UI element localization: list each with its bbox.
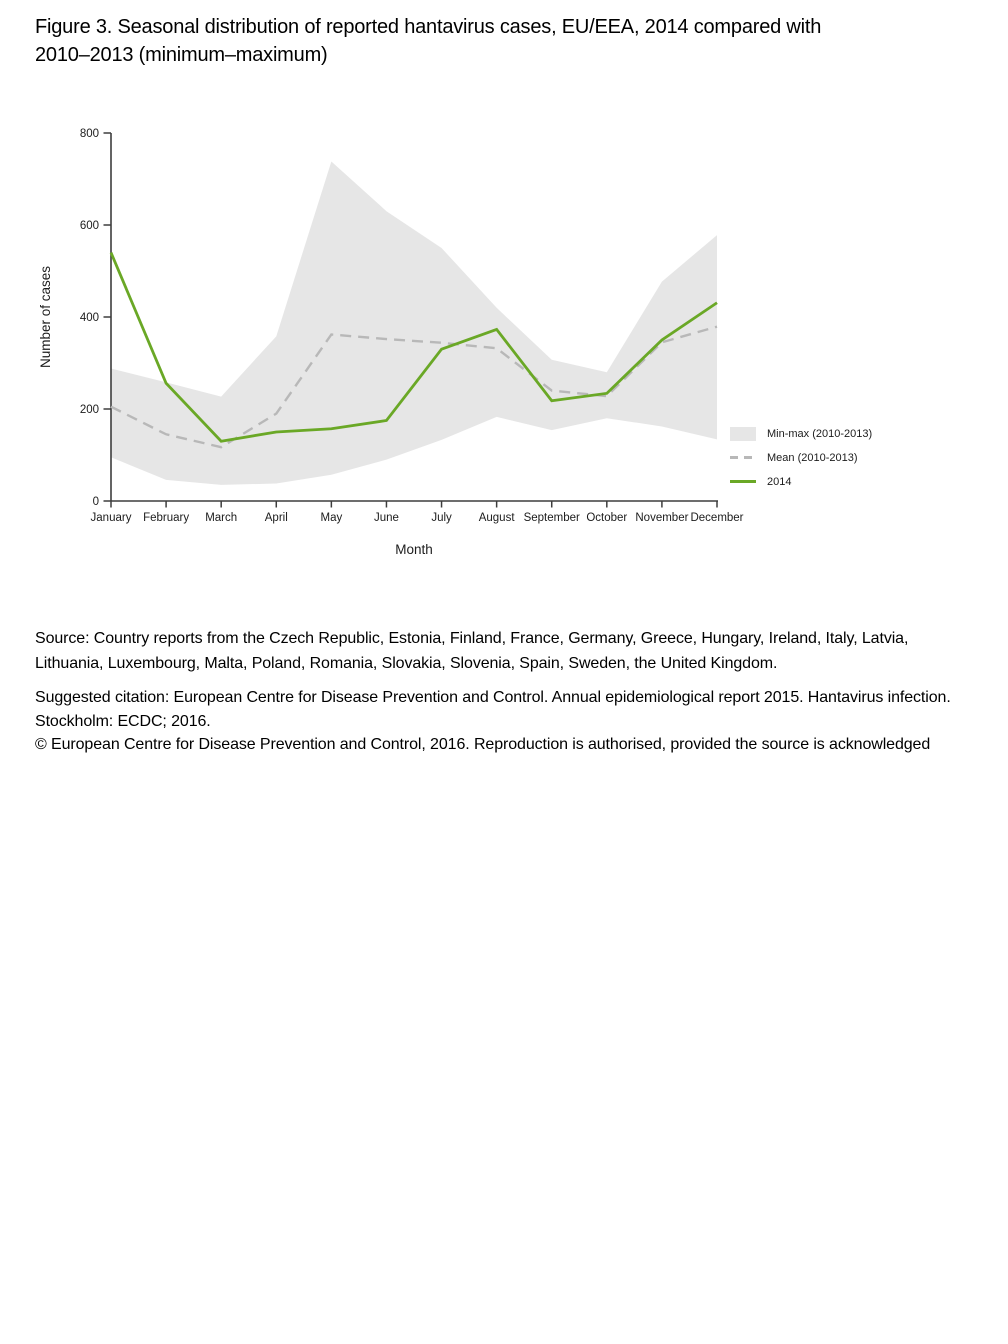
y-tick-label: 0: [92, 496, 99, 508]
citation-text: [35, 686, 995, 757]
y-tick-label: 400: [79, 312, 99, 324]
copyright-text-line: © European Centre for Disease Prevention and Control, 2016. Reproduction is authorised, provided the source is acknowledged: [35, 736, 931, 753]
minmax-band-swatch: [730, 427, 756, 441]
source-text-line-2: Lithuania, Luxembourg, Malta, Poland, Romania, Slovakia, Slovenia, Spain, Sweden, the United Kingdom.: [35, 654, 778, 672]
y-tick-label: 200: [79, 404, 99, 416]
figure-title-line-1: Figure 3. Seasonal distribution of reported hantavirus cases, EU/EEA, 2014 compared with: [35, 16, 822, 38]
citation-text-line-1: Suggested citation: European Centre for Disease Prevention and Control. Annual epidemiological report 2015. Hantavirus infection.: [35, 689, 951, 706]
x-tick-label: October: [586, 512, 628, 524]
mean-dashed-line-swatch: [730, 456, 756, 459]
x-tick-label: December: [690, 512, 744, 524]
x-tick-label: September: [523, 512, 580, 524]
year-2014-line-swatch: [730, 480, 756, 483]
y-axis-title: Number of cases: [38, 265, 53, 369]
x-tick-label: August: [478, 512, 515, 524]
x-tick-label: April: [264, 512, 288, 524]
source-text: [35, 627, 965, 676]
legend-label-mean: Mean (2010-2013): [767, 451, 858, 464]
x-tick-label: May: [320, 512, 343, 524]
y-tick-label: 800: [79, 128, 99, 140]
legend-label-minmax: Min-max (2010-2013): [767, 427, 873, 440]
x-tick-label: January: [90, 512, 132, 524]
minmax-band-area: [111, 162, 717, 485]
x-tick-label: June: [373, 512, 399, 524]
figure-title-line-2: 2010–2013 (minimum–maximum): [35, 44, 328, 66]
x-tick-label: February: [143, 512, 190, 524]
seasonal-distribution-chart: [0, 0, 1008, 580]
x-axis-title: Month: [395, 542, 433, 557]
citation-text-line-2: Stockholm: ECDC; 2016.: [35, 712, 211, 730]
x-tick-label: November: [635, 512, 689, 524]
legend-item-minmax: [730, 426, 872, 441]
figure-title: [35, 13, 925, 69]
x-tick-label: March: [205, 512, 238, 524]
legend-item-2014: [730, 474, 791, 489]
legend-item-mean: [730, 450, 858, 465]
legend-label-2014: 2014: [767, 475, 792, 488]
x-tick-label: July: [431, 512, 452, 524]
source-text-line-1: Source: Country reports from the Czech Republic, Estonia, Finland, France, Germany, Greece, Hungary, Ireland, Italy, Latvia,: [35, 630, 909, 647]
y-tick-label: 600: [79, 220, 99, 232]
